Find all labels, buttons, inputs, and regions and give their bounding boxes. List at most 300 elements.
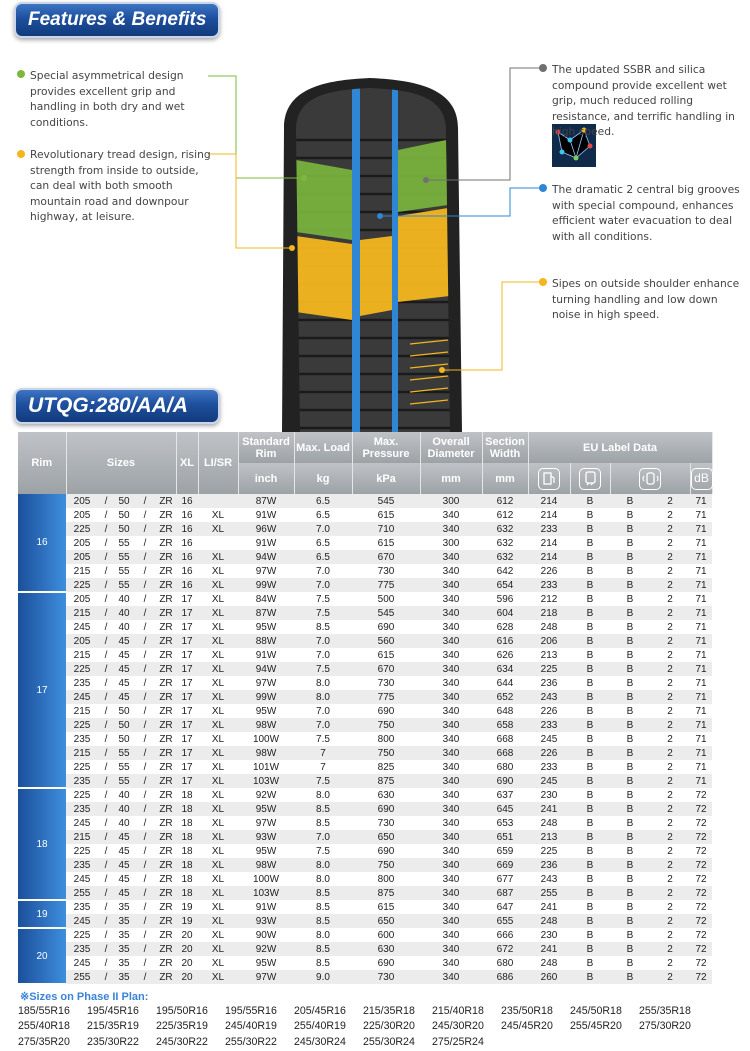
cell-slash1: / [98, 872, 114, 886]
cell-xl: XL [198, 914, 238, 928]
table-row [18, 662, 712, 676]
cell-slash2: / [134, 522, 156, 536]
cell-section-width: 230 [528, 928, 570, 942]
table-row [18, 508, 712, 522]
cell-aspect: 45 [114, 872, 134, 886]
cell-aspect: 40 [114, 606, 134, 620]
cell-rim-dia: 19 [176, 914, 198, 928]
cell-noise-db: 71 [690, 662, 712, 676]
table-row [18, 494, 712, 508]
cell-section-width: 214 [528, 550, 570, 564]
cell-li-sr: 91W [238, 648, 294, 662]
cell-construction: ZR [156, 914, 176, 928]
cell-overall-dia: 632 [482, 550, 528, 564]
cell-noise-class: 2 [650, 690, 690, 704]
cell-rim-dia: 16 [176, 508, 198, 522]
cell-overall-dia: 668 [482, 746, 528, 760]
cell-wet-grip: B [610, 886, 650, 900]
cell-width: 235 [66, 942, 98, 956]
cell-max-pressure: 340 [420, 914, 482, 928]
cell-max-load: 615 [352, 900, 420, 914]
cell-max-pressure: 340 [420, 662, 482, 676]
rim-group-cell: 20 [18, 928, 66, 984]
cell-rim-dia: 18 [176, 886, 198, 900]
cell-xl: XL [198, 900, 238, 914]
cell-max-pressure: 340 [420, 606, 482, 620]
cell-rim-dia: 16 [176, 536, 198, 550]
cell-li-sr: 88W [238, 634, 294, 648]
cell-aspect: 45 [114, 662, 134, 676]
cell-max-pressure: 340 [420, 942, 482, 956]
features-benefits-title: Features & Benefits [28, 9, 207, 30]
yellow-zone-right [398, 208, 450, 302]
cell-std-rim: 7.0 [294, 634, 352, 648]
cell-xl: XL [198, 592, 238, 606]
cell-std-rim: 6.5 [294, 550, 352, 564]
cell-max-pressure: 340 [420, 550, 482, 564]
cell-rim-dia: 18 [176, 816, 198, 830]
cell-slash1: / [98, 830, 114, 844]
feature-shoulder-sipes: Sipes on outside shoulder enhance turning handling and low down noise in high speed. [552, 277, 740, 321]
cell-max-load: 650 [352, 830, 420, 844]
table-row [18, 592, 712, 606]
cell-noise-class: 2 [650, 816, 690, 830]
cell-slash1: / [98, 578, 114, 592]
cell-xl: XL [198, 956, 238, 970]
cell-li-sr: 96W [238, 522, 294, 536]
table-row [18, 802, 712, 816]
cell-max-load: 750 [352, 858, 420, 872]
cell-max-load: 545 [352, 494, 420, 508]
cell-max-load: 730 [352, 676, 420, 690]
cell-slash1: / [98, 774, 114, 788]
cell-slash2: / [134, 606, 156, 620]
cell-width: 235 [66, 858, 98, 872]
cell-max-pressure: 300 [420, 494, 482, 508]
cell-aspect: 50 [114, 704, 134, 718]
cell-construction: ZR [156, 760, 176, 774]
yellow-bullet-icon-2 [539, 278, 547, 286]
cell-noise-db: 72 [690, 788, 712, 802]
table-row [18, 956, 712, 970]
cell-xl: XL [198, 718, 238, 732]
phase2-size-item: 225/35R19 [156, 1020, 208, 1033]
cell-slash2: / [134, 634, 156, 648]
cell-max-load: 775 [352, 690, 420, 704]
cell-wet-grip: B [610, 634, 650, 648]
eu-db-header [690, 463, 712, 494]
unit-mm-diameter: mm [420, 463, 482, 494]
cell-xl: XL [198, 662, 238, 676]
cell-width: 215 [66, 746, 98, 760]
cell-std-rim: 8.0 [294, 690, 352, 704]
cell-construction: ZR [156, 648, 176, 662]
cell-width: 245 [66, 956, 98, 970]
fuel-efficiency-icon [538, 468, 560, 490]
cell-std-rim: 8.5 [294, 942, 352, 956]
cell-std-rim: 7.5 [294, 592, 352, 606]
phase2-size-item: 235/50R18 [501, 1005, 553, 1017]
noise-db-icon: dB [691, 468, 713, 490]
green-zone-left [296, 160, 352, 240]
cell-rim-dia: 17 [176, 620, 198, 634]
table-row [18, 732, 712, 746]
cell-noise-db: 71 [690, 550, 712, 564]
unit-mm-width: mm [482, 463, 528, 494]
cell-wet-grip: B [610, 830, 650, 844]
cell-wet-grip: B [610, 928, 650, 942]
table-row [18, 704, 712, 718]
cell-construction: ZR [156, 774, 176, 788]
cell-noise-class: 2 [650, 746, 690, 760]
cell-section-width: 206 [528, 634, 570, 648]
cell-noise-class: 2 [650, 830, 690, 844]
cell-section-width: 236 [528, 858, 570, 872]
header-eu-label: EU Label Data [528, 432, 712, 463]
phase2-size-item: 205/45R16 [294, 1005, 346, 1017]
cell-li-sr: 97W [238, 564, 294, 578]
cell-wet-grip: B [610, 746, 650, 760]
header-max-pressure: Max. Pressure [352, 432, 420, 463]
cell-section-width: 226 [528, 746, 570, 760]
blue-groove-right [392, 88, 398, 432]
cell-section-width: 233 [528, 578, 570, 592]
cell-aspect: 45 [114, 634, 134, 648]
cell-overall-dia: 680 [482, 956, 528, 970]
cell-section-width: 225 [528, 662, 570, 676]
cell-noise-class: 2 [650, 704, 690, 718]
cell-rim-dia: 17 [176, 760, 198, 774]
table-row [18, 760, 712, 774]
cell-overall-dia: 644 [482, 676, 528, 690]
cell-fuel: B [570, 970, 610, 984]
cell-aspect: 35 [114, 900, 134, 914]
cell-wet-grip: B [610, 494, 650, 508]
cell-aspect: 45 [114, 676, 134, 690]
cell-slash1: / [98, 704, 114, 718]
cell-max-load: 730 [352, 816, 420, 830]
cell-slash2: / [134, 886, 156, 900]
blue-bullet-icon [539, 184, 547, 192]
cell-rim-dia: 16 [176, 564, 198, 578]
phase2-size-item: 245/40R19 [225, 1020, 277, 1033]
cell-std-rim: 9.0 [294, 970, 352, 984]
cell-li-sr: 87W [238, 494, 294, 508]
phase2-size-item: 195/55R16 [225, 1005, 277, 1017]
cell-rim-dia: 17 [176, 774, 198, 788]
cell-xl: XL [198, 816, 238, 830]
cell-overall-dia: 632 [482, 536, 528, 550]
table-row [18, 550, 712, 564]
cell-noise-class: 2 [650, 578, 690, 592]
cell-section-width: 241 [528, 942, 570, 956]
phase2-size-item: 255/30R24 [363, 1035, 415, 1048]
cell-fuel: B [570, 536, 610, 550]
table-row [18, 914, 712, 928]
cell-li-sr: 100W [238, 872, 294, 886]
cell-construction: ZR [156, 494, 176, 508]
table-row [18, 522, 712, 536]
cell-fuel: B [570, 522, 610, 536]
cell-fuel: B [570, 872, 610, 886]
cell-slash1: / [98, 494, 114, 508]
cell-li-sr: 91W [238, 900, 294, 914]
cell-section-width: 243 [528, 872, 570, 886]
cell-rim-dia: 17 [176, 634, 198, 648]
table-row [18, 788, 712, 802]
cell-width: 235 [66, 900, 98, 914]
cell-rim-dia: 18 [176, 872, 198, 886]
cell-noise-class: 2 [650, 774, 690, 788]
cell-aspect: 40 [114, 620, 134, 634]
cell-wet-grip: B [610, 872, 650, 886]
cell-slash2: / [134, 494, 156, 508]
cell-noise-class: 2 [650, 592, 690, 606]
cell-max-pressure: 340 [420, 760, 482, 774]
cell-noise-class: 2 [650, 970, 690, 984]
cell-width: 225 [66, 718, 98, 732]
cell-li-sr: 95W [238, 802, 294, 816]
cell-slash1: / [98, 914, 114, 928]
cell-li-sr: 95W [238, 620, 294, 634]
cell-noise-db: 71 [690, 634, 712, 648]
cell-aspect: 50 [114, 508, 134, 522]
cell-li-sr: 98W [238, 746, 294, 760]
cell-noise-class: 2 [650, 606, 690, 620]
cell-xl: XL [198, 564, 238, 578]
cell-noise-class: 2 [650, 676, 690, 690]
table-row [18, 858, 712, 872]
cell-wet-grip: B [610, 620, 650, 634]
cell-slash2: / [134, 508, 156, 522]
cell-noise-db: 72 [690, 844, 712, 858]
cell-rim-dia: 17 [176, 676, 198, 690]
cell-noise-db: 71 [690, 564, 712, 578]
cell-aspect: 40 [114, 802, 134, 816]
cell-section-width: 214 [528, 508, 570, 522]
cell-li-sr: 84W [238, 592, 294, 606]
cell-noise-db: 72 [690, 872, 712, 886]
cell-rim-dia: 18 [176, 858, 198, 872]
cell-section-width: 218 [528, 606, 570, 620]
cell-overall-dia: 628 [482, 620, 528, 634]
cell-li-sr: 92W [238, 942, 294, 956]
cell-noise-class: 2 [650, 550, 690, 564]
blue-groove-left [352, 88, 360, 432]
table-row [18, 648, 712, 662]
cell-aspect: 55 [114, 536, 134, 550]
cell-construction: ZR [156, 746, 176, 760]
cell-xl: XL [198, 690, 238, 704]
cell-slash1: / [98, 970, 114, 984]
cell-li-sr: 97W [238, 970, 294, 984]
cell-slash1: / [98, 746, 114, 760]
cell-rim-dia: 17 [176, 732, 198, 746]
cell-std-rim: 8.5 [294, 900, 352, 914]
rim-group-cell: 18 [18, 788, 66, 900]
cell-li-sr: 95W [238, 844, 294, 858]
feature-ssbr-compound: The updated SSBR and silica compound provide excellent wet grip, much reduced rolling resistance, and terrific handling in high speed. [552, 63, 735, 138]
cell-max-pressure: 340 [420, 592, 482, 606]
cell-std-rim: 7 [294, 746, 352, 760]
cell-aspect: 35 [114, 970, 134, 984]
cell-fuel: B [570, 606, 610, 620]
cell-max-load: 615 [352, 648, 420, 662]
cell-overall-dia: 687 [482, 886, 528, 900]
cell-max-load: 690 [352, 956, 420, 970]
cell-noise-db: 71 [690, 592, 712, 606]
cell-overall-dia: 655 [482, 914, 528, 928]
cell-width: 225 [66, 578, 98, 592]
cell-width: 205 [66, 508, 98, 522]
cell-std-rim: 6.5 [294, 508, 352, 522]
cell-slash1: / [98, 676, 114, 690]
cell-max-load: 690 [352, 802, 420, 816]
cell-slash2: / [134, 690, 156, 704]
cell-xl: XL [198, 606, 238, 620]
cell-wet-grip: B [610, 662, 650, 676]
phase2-size-item: 245/30R24 [294, 1035, 346, 1048]
cell-slash2: / [134, 858, 156, 872]
cell-width: 245 [66, 872, 98, 886]
cell-width: 225 [66, 928, 98, 942]
cell-width: 255 [66, 886, 98, 900]
cell-rim-dia: 18 [176, 830, 198, 844]
cell-overall-dia: 616 [482, 634, 528, 648]
cell-max-load: 875 [352, 774, 420, 788]
cell-fuel: B [570, 648, 610, 662]
cell-std-rim: 7.0 [294, 648, 352, 662]
cell-max-pressure: 340 [420, 928, 482, 942]
cell-overall-dia: 669 [482, 858, 528, 872]
cell-xl: XL [198, 774, 238, 788]
cell-aspect: 35 [114, 942, 134, 956]
cell-max-load: 800 [352, 872, 420, 886]
cell-xl: XL [198, 634, 238, 648]
cell-aspect: 50 [114, 732, 134, 746]
cell-li-sr: 95W [238, 956, 294, 970]
cell-construction: ZR [156, 900, 176, 914]
cell-slash1: / [98, 564, 114, 578]
cell-fuel: B [570, 956, 610, 970]
cell-construction: ZR [156, 830, 176, 844]
cell-overall-dia: 626 [482, 648, 528, 662]
cell-fuel: B [570, 746, 610, 760]
cell-max-load: 710 [352, 522, 420, 536]
cell-width: 215 [66, 606, 98, 620]
cell-noise-class: 2 [650, 634, 690, 648]
cell-slash1: / [98, 816, 114, 830]
cell-slash1: / [98, 536, 114, 550]
cell-width: 205 [66, 592, 98, 606]
cell-slash1: / [98, 802, 114, 816]
noise-class-icon [639, 468, 661, 490]
cell-slash2: / [134, 592, 156, 606]
cell-aspect: 35 [114, 914, 134, 928]
cell-slash1: / [98, 620, 114, 634]
cell-section-width: 248 [528, 816, 570, 830]
header-section-width: Section Width [482, 432, 528, 463]
cell-rim-dia: 17 [176, 704, 198, 718]
cell-max-load: 690 [352, 620, 420, 634]
cell-fuel: B [570, 914, 610, 928]
header-max-load: Max. Load [294, 432, 352, 463]
cell-fuel: B [570, 788, 610, 802]
table-row [18, 676, 712, 690]
cell-std-rim: 7.5 [294, 774, 352, 788]
cell-noise-class: 2 [650, 956, 690, 970]
cell-noise-class: 2 [650, 914, 690, 928]
cell-section-width: 248 [528, 956, 570, 970]
cell-fuel: B [570, 592, 610, 606]
cell-construction: ZR [156, 634, 176, 648]
phase2-size-item: 275/30R20 [639, 1020, 691, 1033]
cell-slash1: / [98, 606, 114, 620]
cell-overall-dia: 668 [482, 732, 528, 746]
cell-wet-grip: B [610, 676, 650, 690]
cell-wet-grip: B [610, 550, 650, 564]
cell-wet-grip: B [610, 690, 650, 704]
cell-wet-grip: B [610, 942, 650, 956]
cell-slash1: / [98, 886, 114, 900]
cell-slash2: / [134, 970, 156, 984]
cell-aspect: 55 [114, 550, 134, 564]
cell-width: 245 [66, 816, 98, 830]
cell-max-pressure: 340 [420, 970, 482, 984]
phase2-size-item: 275/25R24 [432, 1035, 484, 1048]
cell-noise-class: 2 [650, 872, 690, 886]
cell-max-pressure: 340 [420, 508, 482, 522]
green-zone-right [398, 140, 448, 212]
table-row [18, 634, 712, 648]
cell-std-rim: 8.5 [294, 816, 352, 830]
cell-std-rim: 6.5 [294, 536, 352, 550]
cell-std-rim: 8.5 [294, 914, 352, 928]
cell-noise-db: 72 [690, 858, 712, 872]
table-row [18, 872, 712, 886]
cell-max-pressure: 340 [420, 620, 482, 634]
cell-construction: ZR [156, 886, 176, 900]
cell-width: 245 [66, 690, 98, 704]
cell-noise-class: 2 [650, 942, 690, 956]
feature-tread-design: Revolutionary tread design, rising strength from inside to outside, can deal with both smooth mountain road and downpour highway, at leisure. [30, 148, 211, 223]
cell-std-rim: 8.5 [294, 886, 352, 900]
cell-construction: ZR [156, 788, 176, 802]
cell-max-pressure: 340 [420, 704, 482, 718]
cell-li-sr: 95W [238, 704, 294, 718]
cell-noise-db: 72 [690, 886, 712, 900]
table-row [18, 606, 712, 620]
cell-construction: ZR [156, 522, 176, 536]
cell-xl: XL [198, 844, 238, 858]
cell-construction: ZR [156, 606, 176, 620]
cell-li-sr: 94W [238, 550, 294, 564]
cell-li-sr: 101W [238, 760, 294, 774]
cell-max-load: 750 [352, 718, 420, 732]
header-overall-diameter: Overall Diameter [420, 432, 482, 463]
cell-std-rim: 7.5 [294, 844, 352, 858]
cell-xl: XL [198, 928, 238, 942]
cell-fuel: B [570, 494, 610, 508]
phase2-size-item: 225/30R20 [363, 1020, 415, 1033]
cell-section-width: 245 [528, 774, 570, 788]
cell-slash2: / [134, 914, 156, 928]
table-row [18, 816, 712, 830]
cell-overall-dia: 653 [482, 816, 528, 830]
cell-width: 225 [66, 522, 98, 536]
cell-width: 225 [66, 788, 98, 802]
cell-xl: XL [198, 704, 238, 718]
